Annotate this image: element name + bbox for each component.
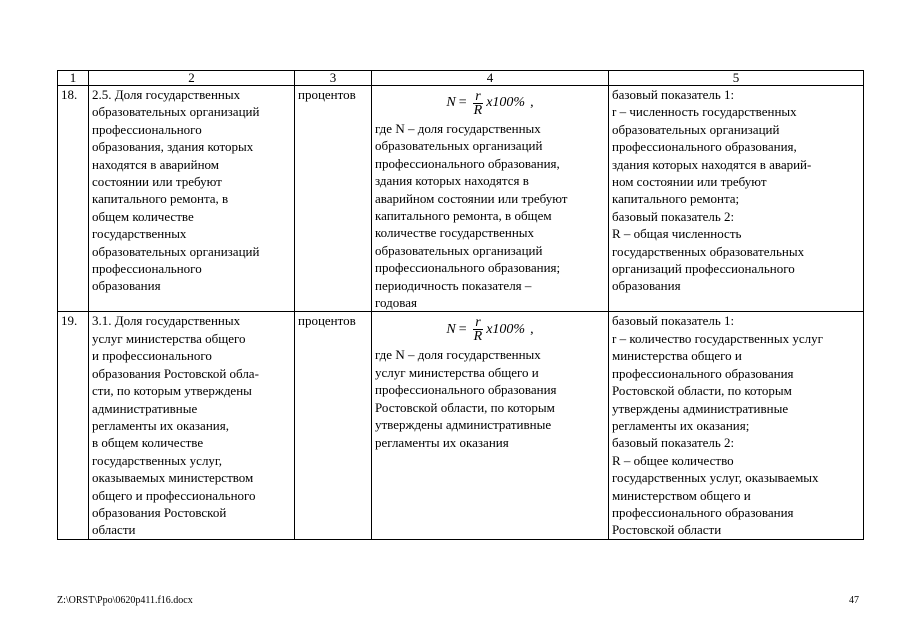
text-line: r – численность государственных — [612, 104, 797, 120]
row-number: 18. — [58, 86, 89, 312]
formula-numerator: r — [475, 314, 481, 330]
text-line: образования Ростовской обла- — [92, 365, 259, 381]
basis-cell — [609, 86, 864, 312]
text-line: r – количество государственных услуг — [612, 330, 823, 346]
text-line: годовая — [375, 295, 417, 311]
text-line: где N – доля государственных — [375, 121, 541, 136]
text-line: здания которых находятся в — [375, 173, 529, 189]
text-line: услуг министерства общего и — [375, 364, 539, 380]
text-line: государственных — [92, 226, 187, 242]
text-line: профессионального образования; — [375, 260, 561, 276]
text-line: профессионального — [92, 121, 202, 137]
method-cell — [372, 86, 609, 312]
text-line: состоянии или требуют — [92, 174, 222, 190]
text-line: где N – доля государственных — [375, 347, 541, 363]
formula-tail: x100% — [486, 95, 526, 111]
text-line: базовый показатель 1: — [612, 87, 735, 102]
formula-comma: , — [530, 321, 534, 337]
text-line: государственных услуг, оказываемых — [612, 470, 819, 486]
text-line: профессионального образования — [612, 504, 794, 520]
text-line: государственных образовательных — [612, 243, 805, 259]
text-line: регламенты их оказания; — [612, 417, 750, 433]
unit-cell: процентов — [295, 312, 372, 539]
text-line: министерства общего и — [612, 348, 742, 364]
footer-file-path: Z:\ORST\Ppo\0620p411.f16.docx — [57, 595, 193, 606]
text-line: базовый показатель 2: — [612, 208, 735, 224]
text-line: образовательных организаций — [92, 104, 260, 120]
formula-comma: , — [530, 95, 534, 111]
text-line: базовый показатель 2: — [612, 435, 735, 451]
text-line: капитального ремонта, в общем — [375, 208, 552, 224]
formula — [375, 312, 605, 346]
formula-tail: x100% — [486, 321, 526, 337]
formula-fraction — [472, 316, 485, 343]
table-row — [58, 86, 864, 312]
text-line: капитального ремонта; — [612, 191, 740, 207]
text-line: образовательных организаций — [612, 121, 780, 137]
text-line: образования Ростовской — [92, 504, 227, 520]
text-line: утверждены административные — [375, 417, 552, 433]
text-line: аварийном состоянии или требуют — [375, 190, 568, 206]
text-line: образования — [92, 278, 161, 294]
text-line: общем количестве — [92, 208, 194, 224]
formula-denominator: R — [473, 102, 483, 118]
text-line: оказываемых министерством — [92, 470, 254, 486]
text-line: базовый показатель 1: — [612, 313, 735, 329]
formula-equals: = — [458, 95, 467, 111]
text-line: образования — [612, 278, 681, 294]
text-line: общего и профессионального — [92, 487, 256, 503]
text-line: сти, по которым утверждены — [92, 383, 252, 399]
formula-fraction — [472, 90, 485, 117]
text-line: Ростовской области, по которым — [612, 383, 792, 399]
text-line: профессионального образования, — [375, 155, 560, 171]
text-line: области — [92, 522, 136, 538]
column-header: 2 — [89, 71, 295, 86]
text-line: регламенты их оказания — [375, 434, 509, 450]
text-line: капитального ремонта, в — [92, 191, 229, 207]
row-number: 19. — [58, 312, 89, 539]
text-line: государственных услуг, — [92, 452, 223, 468]
basis-cell — [609, 312, 864, 539]
indicators-table — [57, 70, 864, 540]
page-number: 47 — [849, 595, 859, 606]
text-line: Ростовской области — [612, 522, 722, 538]
text-line: образовательных организаций — [92, 243, 260, 259]
text-line: услуг министерства общего — [92, 330, 246, 346]
text-line: профессионального образования, — [612, 139, 797, 155]
formula-lhs: N — [446, 95, 456, 111]
text-line: профессионального образования — [612, 365, 794, 381]
text-line: министерством общего и — [612, 487, 751, 503]
table-row — [58, 312, 864, 539]
text-line: организаций профессионального — [612, 261, 795, 277]
text-line: находятся в аварийном — [92, 156, 220, 172]
formula-numerator: r — [475, 88, 481, 104]
formula — [375, 86, 605, 120]
text-line: регламенты их оказания, — [92, 417, 229, 433]
table-header-row — [58, 71, 864, 86]
text-line: R – общая численность — [612, 226, 742, 242]
text-line: и профессионального — [92, 348, 212, 364]
column-header: 4 — [372, 71, 609, 86]
text-line: образовательных организаций — [375, 138, 543, 154]
indicator-name-cell — [89, 312, 295, 539]
text-line: образования, здания которых — [92, 139, 254, 155]
column-header: 1 — [58, 71, 89, 86]
text-line: 3.1. Доля государственных — [92, 313, 241, 329]
text-line: ном состоянии или требуют — [612, 174, 767, 190]
text-line: периодичность показателя – — [375, 277, 532, 293]
text-line: R – общее количество — [612, 452, 734, 468]
method-cell — [372, 312, 609, 539]
unit-cell: процентов — [295, 86, 372, 312]
text-line: профессионального образования — [375, 382, 557, 398]
text-line: здания которых находятся в аварий- — [612, 156, 812, 172]
text-line: Ростовской области, по которым — [375, 399, 555, 415]
text-line: образовательных организаций — [375, 242, 543, 258]
text-line: 2.5. Доля государственных — [92, 87, 241, 102]
text-line: в общем количестве — [92, 435, 204, 451]
formula-lhs: N — [446, 321, 456, 337]
formula-equals: = — [458, 321, 467, 337]
text-line: утверждены административные — [612, 400, 789, 416]
text-line: профессионального — [92, 261, 202, 277]
indicator-name-cell — [89, 86, 295, 312]
formula-denominator: R — [473, 328, 483, 344]
text-line: количестве государственных — [375, 225, 535, 241]
column-header: 3 — [295, 71, 372, 86]
text-line: административные — [92, 400, 198, 416]
column-header: 5 — [609, 71, 864, 86]
